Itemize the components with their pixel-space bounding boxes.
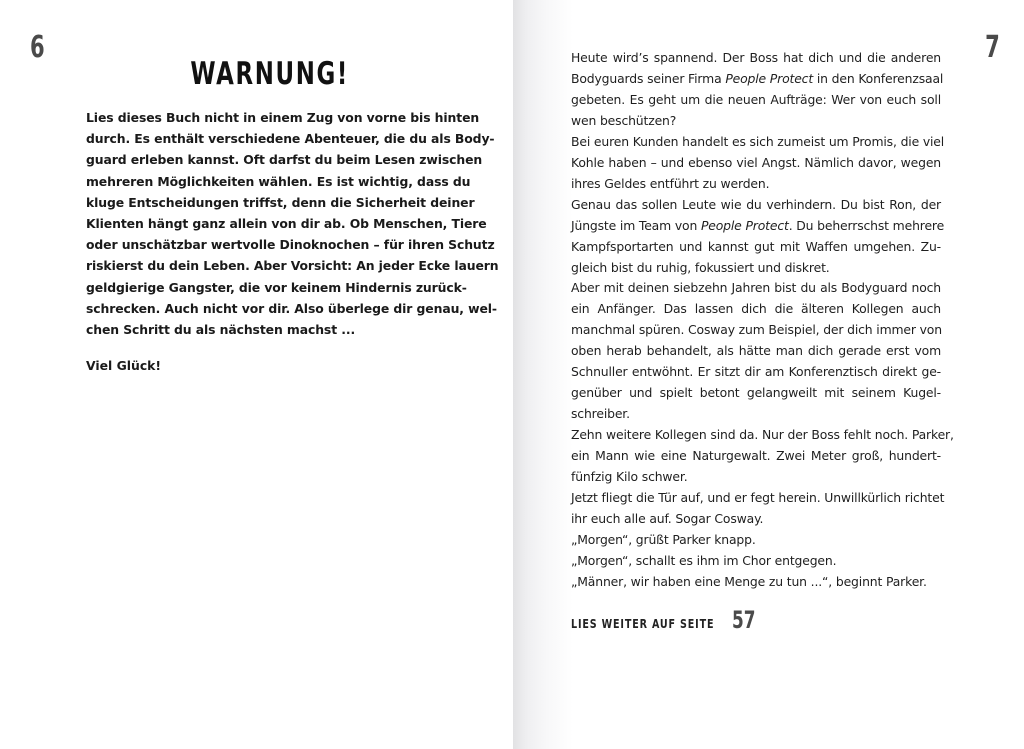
intro-line: riskierst du dein Leben. Aber Vorsicht: An jeder Ecke lauern: [86, 258, 499, 274]
intro-line: guard erleben kannst. Oft darfst du beim Lesen zwischen: [86, 152, 483, 168]
story-text-run: Bei euren Kunden handelt es sich zumeist um Promis, die viel: [571, 133, 945, 149]
story-line: [571, 174, 941, 195]
story-text-run: manchmal spüren. Cosway zum Beispiel, der dich immer von: [571, 322, 942, 338]
story-line: [571, 195, 941, 216]
story-line: [571, 111, 941, 132]
continue-label: LIES WEITER AUF SEITE: [571, 616, 715, 631]
intro-line: Klienten hängt ganz allein von dir ab. Ob Menschen, Tiere: [86, 216, 487, 232]
story-line: [571, 90, 941, 111]
story-text-run: ein Anfänger. Das lassen dich die älteren Kollegen auch: [571, 301, 941, 317]
story-text-run: oben herab behandelt, als hätte man dich gerade erst vom: [571, 343, 941, 359]
story-text-run: Aber mit deinen siebzehn Jahren bist du als Bodyguard noch: [571, 280, 941, 296]
story-text-run: Bodyguards seiner Firma: [571, 70, 726, 86]
story-line: [571, 341, 941, 362]
story-line: [571, 383, 941, 404]
story-line: [571, 425, 954, 446]
story-line: [571, 404, 941, 425]
story-line: [571, 237, 941, 258]
page-number-left: 6: [30, 30, 45, 65]
intro-paragraph: [86, 107, 499, 340]
story-text-run: Kohle haben – und ebenso viel Angst. Nämlich davor, wegen: [571, 154, 941, 170]
story-text-run: Jüngste im Team von: [571, 217, 701, 233]
story-line: [571, 362, 941, 383]
story-text-run: Jetzt fliegt die Tür auf, und er fegt herein. Unwillkürlich richtet: [571, 490, 945, 506]
story-text-run: fünfzig Kilo schwer.: [571, 469, 688, 485]
story-line: [571, 551, 941, 572]
story-line: [571, 216, 945, 237]
story-text-run: . Du beherrschst mehrere: [788, 217, 945, 233]
story-line: [571, 530, 941, 551]
story-line: [571, 278, 941, 299]
intro-line: geldgierige Gangster, die vor keinem Hindernis zurück-: [86, 279, 467, 295]
story-text-run: gleich bist du ruhig, fokussiert und diskret.: [571, 259, 830, 275]
warning-heading-text: WARNUNG!: [190, 56, 350, 92]
intro-line: kluge Entscheidungen triffst, denn die Sicherheit deiner: [86, 194, 475, 210]
warning-heading: [86, 56, 454, 92]
story-text-run: „Morgen“, schallt es ihm im Chor entgegen.: [571, 552, 837, 568]
intro-line: mehreren Möglichkeiten wählen. Es ist wichtig, dass du: [86, 173, 471, 189]
story-line: [571, 509, 941, 530]
story-text-run: „Männer, wir haben eine Menge zu tun ...“, beginnt Parker.: [571, 573, 927, 589]
story-line: [571, 69, 944, 90]
story-text: [571, 48, 954, 593]
story-text-run: Zehn weitere Kollegen sind da. Nur der Boss fehlt noch. Parker,: [571, 427, 954, 443]
continue-reading: [571, 606, 762, 634]
story-line: [571, 572, 941, 593]
story-text-run: Genau das sollen Leute wie du verhindern. Du bist Ron, der: [571, 196, 941, 212]
intro-line: Lies dieses Buch nicht in einem Zug von vorne bis hinten: [86, 110, 480, 125]
story-text-run: schreiber.: [571, 406, 630, 422]
story-text-run: „Morgen“, grüßt Parker knapp.: [571, 531, 756, 547]
story-text-run: ihr euch alle auf. Sogar Cosway.: [571, 510, 764, 526]
page-number-right: 7: [985, 30, 1000, 65]
story-text-run: in den Konferenzsaal: [813, 70, 944, 86]
story-text-run: genüber und spielt betont gelangweilt mit seinem Kugel-: [571, 385, 941, 401]
intro-line: chen Schritt du als nächsten machst ...: [86, 322, 356, 338]
intro-line: durch. Es enthält verschiedene Abenteuer, die du als Body-: [86, 131, 495, 147]
company-name: People Protect: [700, 217, 789, 233]
intro-line: schrecken. Auch nicht vor dir. Also überlege dir genau, wel-: [86, 300, 497, 316]
story-line: [571, 320, 941, 341]
company-name: People Protect: [725, 70, 814, 86]
story-line: [571, 258, 941, 279]
story-text-run: gebeten. Es geht um die neuen Aufträge: Wer von euch soll: [571, 91, 941, 107]
closing-line: Viel Glück!: [86, 358, 162, 373]
story-line: [571, 132, 945, 153]
story-text-run: Heute wird’s spannend. Der Boss hat dich und die anderen: [571, 50, 941, 65]
story-text-run: wen beschützen?: [571, 112, 677, 128]
story-text-run: ein Mann wie eine Naturgewalt. Zwei Meter groß, hundert-: [571, 448, 941, 464]
story-line: [571, 446, 941, 467]
story-text-run: Schnuller entwöhnt. Er sitzt dir am Konferenztisch direkt ge-: [571, 364, 941, 380]
intro-line: oder unschätzbar wertvolle Dinoknochen – für ihren Schutz: [86, 237, 495, 253]
story-line: [571, 467, 941, 488]
story-line: [571, 48, 941, 69]
story-line: [571, 488, 945, 509]
story-line: [571, 153, 941, 174]
story-line: [571, 299, 941, 320]
continue-page-number: 57: [731, 606, 756, 634]
story-text-run: Kampfsportarten und kannst gut mit Waffen umgehen. Zu-: [571, 238, 941, 254]
story-text-run: ihres Geldes entführt zu werden.: [571, 175, 770, 191]
